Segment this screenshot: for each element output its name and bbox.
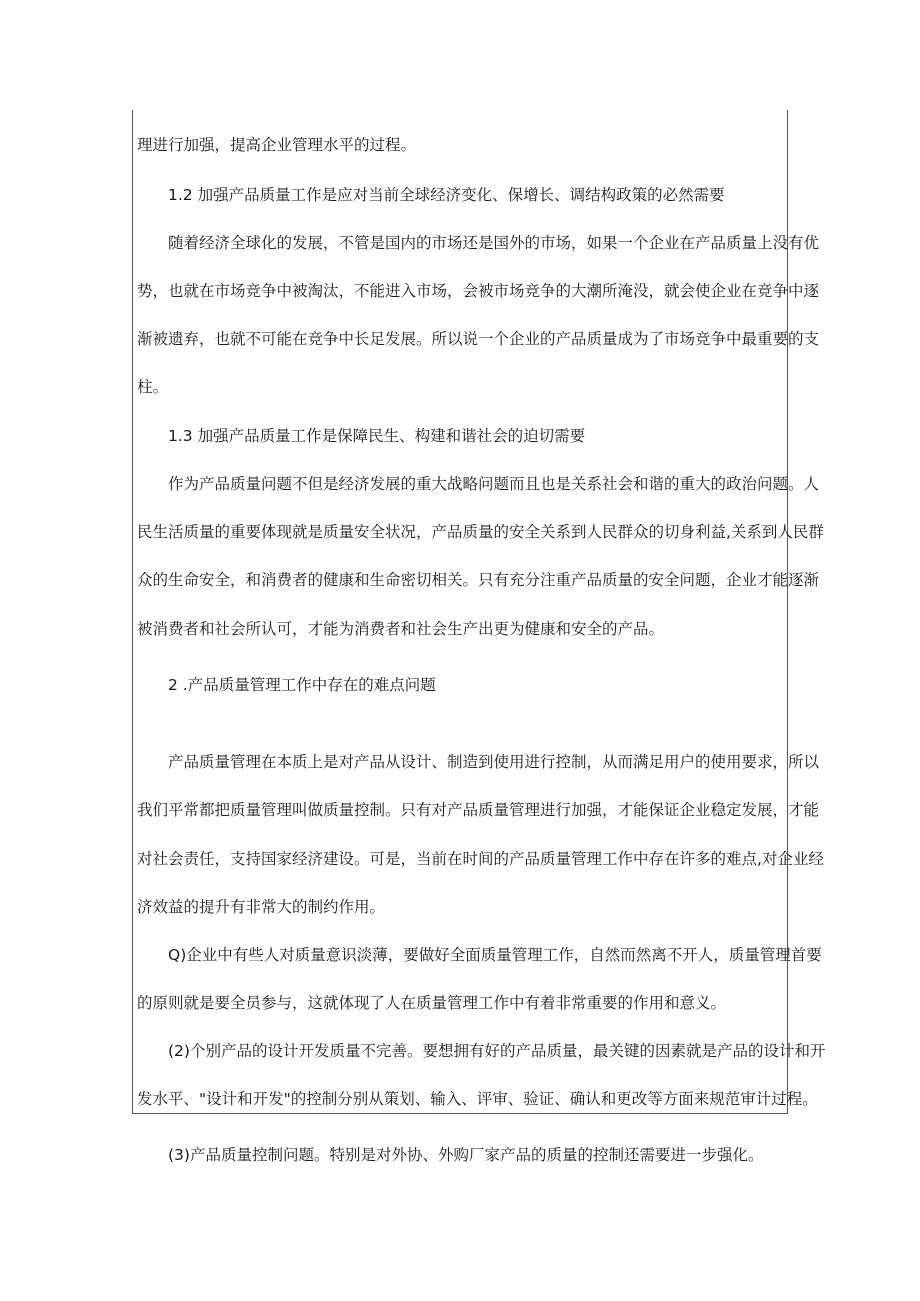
paragraph-line: 济效益的提升有非常大的制约作用。 bbox=[137, 898, 386, 916]
paragraph-line: 众的生命安全，和消费者的健康和生命密切相关。只有充分注重产品质量的安全问题，企业才能逐渐 bbox=[137, 571, 820, 589]
paragraph-line: 的原则就是要全员参与，这就体现了人在质量管理工作中有着非常重要的作用和意义。 bbox=[137, 994, 727, 1012]
paragraph-line: 作为产品质量问题不但是经济发展的重大战略问题而且也是关系社会和谐的重大的政治问题。人 bbox=[168, 475, 820, 493]
paragraph-line: 随着经济全球化的发展，不管是国内的市场还是国外的市场，如果一个企业在产品质量上没有优 bbox=[168, 234, 820, 252]
paragraph-line: 发水平、"设计和开发"的控制分别从策划、输入、评审、验证、确认和更改等方面来规范审计过程。 bbox=[137, 1090, 818, 1108]
paragraph-line: 被消费者和社会所认可，才能为消费者和社会生产出更为健康和安全的产品。 bbox=[137, 620, 665, 638]
paragraph-line: 柱。 bbox=[137, 378, 169, 396]
paragraph-line: 势，也就在市场竞争中被淘汰，不能进入市场，会被市场竞争的大潮所淹没，就会使企业在竞争中逐 bbox=[137, 282, 820, 300]
paragraph-line: 产品质量管理在本质上是对产品从设计、制造到使用进行控制，从而满足用户的使用要求，所以 bbox=[168, 753, 820, 771]
section-heading-2: 2 .产品质量管理工作中存在的难点问题 bbox=[168, 676, 436, 694]
paragraph-line: (3)产品质量控制问题。特别是对外协、外购厂家产品的质量的控制还需要进一步强化。 bbox=[168, 1146, 764, 1164]
paragraph-line: 理进行加强，提高企业管理水平的过程。 bbox=[137, 136, 417, 154]
paragraph-line: Q)企业中有些人对质量意识淡薄，要做好全面质量管理工作，自然而然离不开人，质量管理首要 bbox=[168, 946, 822, 964]
section-heading-1-2: 1.2 加强产品质量工作是应对当前全球经济变化、保增长、调结构政策的必然需要 bbox=[168, 186, 725, 204]
paragraph-line: 对社会责任，支持国家经济建设。可是，当前在时间的产品质量管理工作中存在许多的难点,对企业经 bbox=[137, 850, 824, 868]
paragraph-line: 渐被遗弃，也就不可能在竞争中长足发展。所以说一个企业的产品质量成为了市场竞争中最重要的支 bbox=[137, 330, 820, 348]
section-heading-1-3: 1.3 加强产品质量工作是保障民生、构建和谐社会的迫切需要 bbox=[168, 427, 586, 445]
paragraph-line: (2)个别产品的设计开发质量不完善。要想拥有好的产品质量，最关键的因素就是产品的设计和开 bbox=[168, 1042, 826, 1060]
paragraph-line: 我们平常都把质量管理叫做质量控制。只有对产品质量管理进行加强，才能保证企业稳定发展，才能 bbox=[137, 801, 820, 819]
paragraph-line: 民生活质量的重要体现就是质量安全状况，产品质量的安全关系到人民群众的切身利益,关系到人民群 bbox=[137, 523, 824, 541]
